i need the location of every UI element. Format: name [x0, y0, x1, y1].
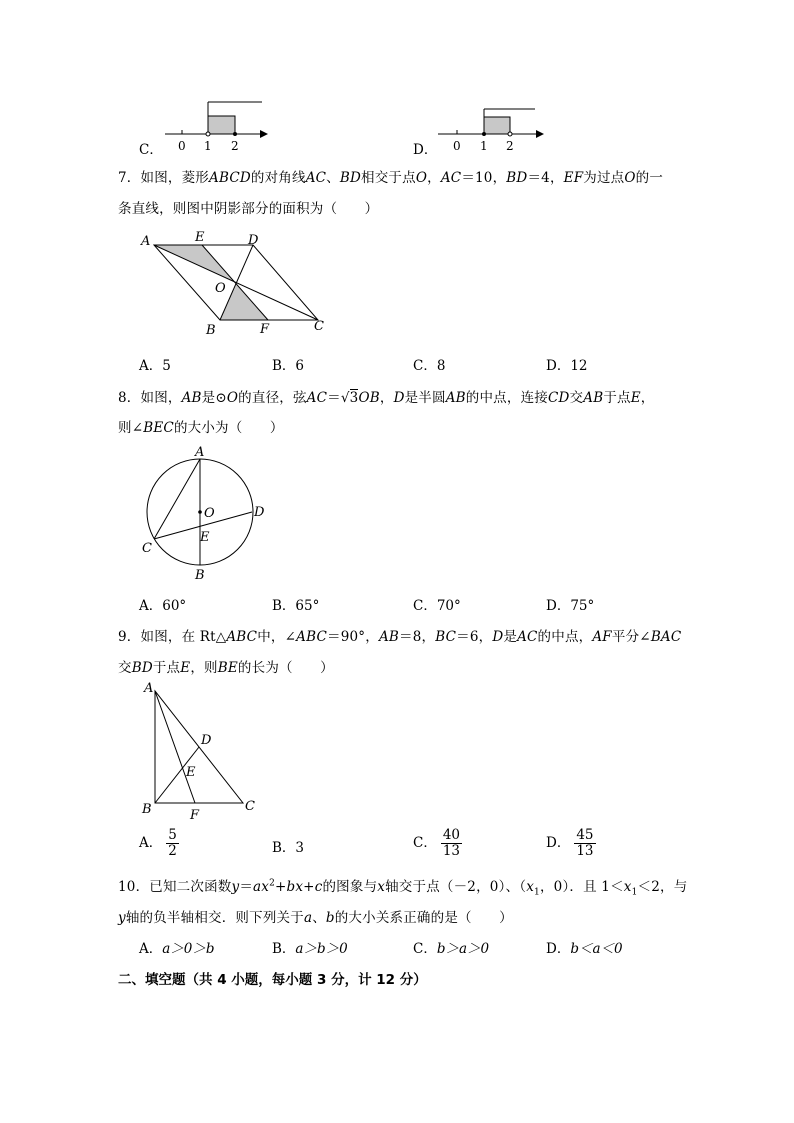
q6-option-d-numberline: [438, 98, 548, 153]
q6c-tick-0: 0: [178, 139, 186, 153]
q7-label-o: O: [215, 281, 226, 296]
q9-label-a: A: [144, 681, 154, 696]
q7-label-f: F: [260, 322, 270, 337]
q7-line-1: 7．如图，菱形ABCD的对角线AC、BD相交于点O，AC＝10，BD＝4，EF为过点O的一: [118, 170, 664, 186]
q10-line-1: 10．已知二次函数$y=ax^2+bx+c$的图象与x轴交于点（－2，0）、（$x_1$，0）．且 $1<x_1<2$，与: [118, 878, 688, 898]
q8-option-d: D．75°: [546, 598, 595, 614]
q8-line-1: 8．如图，AB是⊙O的直径，弦AC＝√3OB，D是半圆AB的中点，连接CD交AB于点E，: [118, 390, 655, 406]
q8-option-a: A．60°: [139, 598, 187, 614]
q6d-tick-2: 2: [506, 139, 514, 153]
q8-option-b: B．65°: [272, 598, 320, 614]
q9-option-d: D． $\frac{45}{13}$: [546, 827, 594, 859]
q7-label-e: E: [195, 230, 205, 245]
q8-label-d: D: [254, 505, 265, 520]
q8-label-b: B: [195, 568, 205, 583]
q9-option-b: B．3: [272, 840, 305, 856]
q9-line-1: 9．如图，在 Rt△ABC中，∠ABC＝90°，AB＝8，BC＝6，D是AC的中点，AF平分∠BAC: [118, 629, 682, 645]
q7-option-b: B．6: [272, 358, 305, 374]
q10-option-c: C．b＞a＞0: [413, 941, 490, 957]
q10-option-d: D．b＜a＜0: [546, 941, 623, 957]
q9-line-2: 交BD于点E，则BE的长为（ ）: [118, 660, 334, 676]
q6-option-d-label: D．: [413, 142, 438, 158]
q10-option-a: A．a＞0＞b: [139, 941, 215, 957]
q9-label-c: C: [245, 799, 255, 814]
q6-option-c-numberline: [165, 98, 275, 153]
q9-label-f: F: [190, 808, 200, 823]
q9-option-a: A． $\frac{5}{2}$: [139, 827, 177, 859]
q8-line-2: 则∠BEC的大小为（ ）: [118, 420, 284, 436]
q10-line-2: y轴的负半轴相交．则下列关于a、b的大小关系正确的是（ ）: [118, 910, 513, 926]
q7-rhombus-figure: [140, 228, 340, 338]
q9-option-c: C． $\frac{40}{13}$: [413, 827, 461, 859]
q7-label-d: D: [248, 233, 259, 248]
q8-label-e: E: [200, 530, 210, 545]
q7-option-c: C．8: [413, 358, 446, 374]
q8-label-o: O: [204, 506, 215, 521]
q9-label-e: E: [186, 765, 196, 780]
q7-option-a: A．5: [139, 358, 171, 374]
q8-circle-figure: [138, 445, 278, 585]
q6-option-c-label: C．: [139, 142, 163, 158]
q6c-tick-1: 1: [204, 139, 212, 153]
q6d-tick-1: 1: [480, 139, 488, 153]
q7-line-2: 条直线，则图中阴影部分的面积为（ ）: [118, 201, 379, 217]
q8-option-c: C．70°: [413, 598, 461, 614]
q7-label-c: C: [314, 319, 324, 334]
q7-label-b: B: [206, 323, 216, 338]
q8-label-a: A: [195, 445, 205, 460]
q7-option-d: D．12: [546, 358, 588, 374]
q8-label-c: C: [142, 541, 152, 556]
section-2-title: 二、填空题（共 4 小题，每小题 3 分，计 12 分）: [118, 972, 427, 988]
q6d-tick-0: 0: [453, 139, 461, 153]
q9-label-d: D: [201, 733, 212, 748]
q10-option-b: B．a＞b＞0: [272, 941, 348, 957]
q9-label-b: B: [142, 802, 152, 817]
q9-triangle-figure: [138, 678, 268, 823]
sqrt-symbol: √: [340, 390, 350, 406]
q6c-tick-2: 2: [231, 139, 239, 153]
q7-label-a: A: [141, 234, 151, 249]
